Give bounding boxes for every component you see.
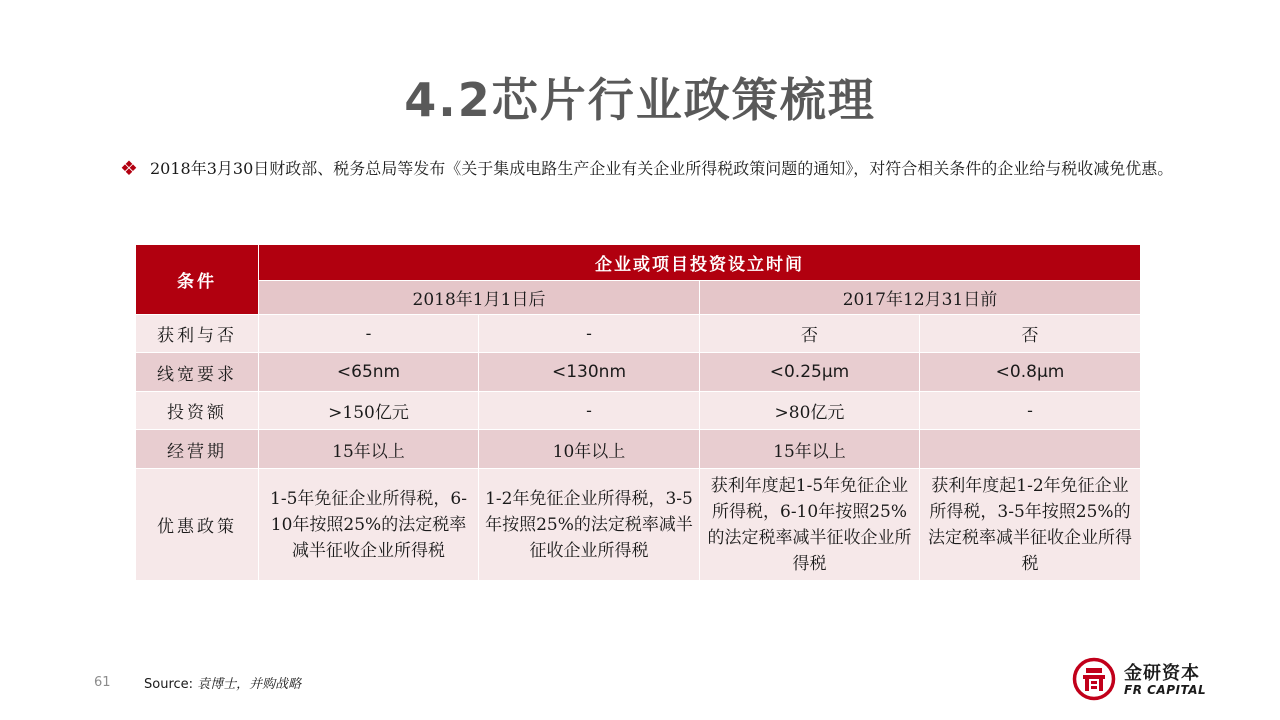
logo-name-cn: 金研资本 (1124, 663, 1200, 684)
table-cell: 获利年度起1-2年免征企业所得税，3-5年按照25%的法定税率减半征收企业所得税 (920, 469, 1141, 581)
table-cell: >80亿元 (700, 392, 920, 430)
time-header: 企业或项目投资设立时间 (259, 245, 1141, 281)
table-row (136, 430, 1141, 469)
row-label: 优惠政策 (136, 469, 259, 581)
table-cell: 1-5年免征企业所得税，6-10年按照25%的法定税率减半征收企业所得税 (259, 469, 479, 581)
row-label: 投资额 (136, 392, 259, 430)
table-cell: 否 (920, 315, 1141, 353)
table-cell: 10年以上 (479, 430, 700, 469)
table-row (136, 392, 1141, 430)
table-cell: <65nm (259, 353, 479, 392)
table-cell: - (259, 315, 479, 353)
table-row (136, 353, 1141, 392)
table-cell: 15年以上 (259, 430, 479, 469)
table-cell: - (479, 392, 700, 430)
table-row (136, 315, 1141, 353)
page-title: 4.2芯片行业政策梳理 (404, 73, 876, 127)
table-cell: 1-2年免征企业所得税，3-5年按照25%的法定税率减半征收企业所得税 (479, 469, 700, 581)
condition-header: 条件 (136, 245, 259, 315)
diamond-bullet-icon: ❖ (120, 156, 138, 180)
source-label: Source: (144, 677, 194, 692)
row-label: 线宽要求 (136, 353, 259, 392)
bullet-point (120, 157, 1200, 181)
source-note (144, 673, 301, 692)
fr-capital-logo-icon (1072, 657, 1116, 701)
row-label: 获利与否 (136, 315, 259, 353)
table-cell: - (920, 392, 1141, 430)
policy-table (135, 244, 1141, 581)
table-cell: - (479, 315, 700, 353)
bullet-text: 2018年3月30日财政部、税务总局等发布《关于集成电路生产企业有关企业所得税政策问题的通知》，对符合相关条件的企业给与税收减免优惠。 (150, 159, 1174, 178)
period-before-header: 2017年12月31日前 (700, 281, 1141, 315)
table-cell: 15年以上 (700, 430, 920, 469)
period-after-header: 2018年1月1日后 (259, 281, 700, 315)
table-cell: <0.25μm (700, 353, 920, 392)
table-cell: <0.8μm (920, 353, 1141, 392)
source-value: 袁博士，并购战略 (197, 677, 302, 692)
page-number: 61 (94, 675, 111, 690)
table-cell: 获利年度起1-5年免征企业所得税，6-10年按照25%的法定税率减半征收企业所得税 (700, 469, 920, 581)
table-cell (920, 430, 1141, 469)
table-cell: >150亿元 (259, 392, 479, 430)
logo-name-en: FR CAPITAL (1124, 683, 1207, 697)
table-cell: 否 (700, 315, 920, 353)
company-logo (1072, 656, 1212, 704)
table-row (136, 469, 1141, 581)
row-label: 经营期 (136, 430, 259, 469)
table-cell: <130nm (479, 353, 700, 392)
